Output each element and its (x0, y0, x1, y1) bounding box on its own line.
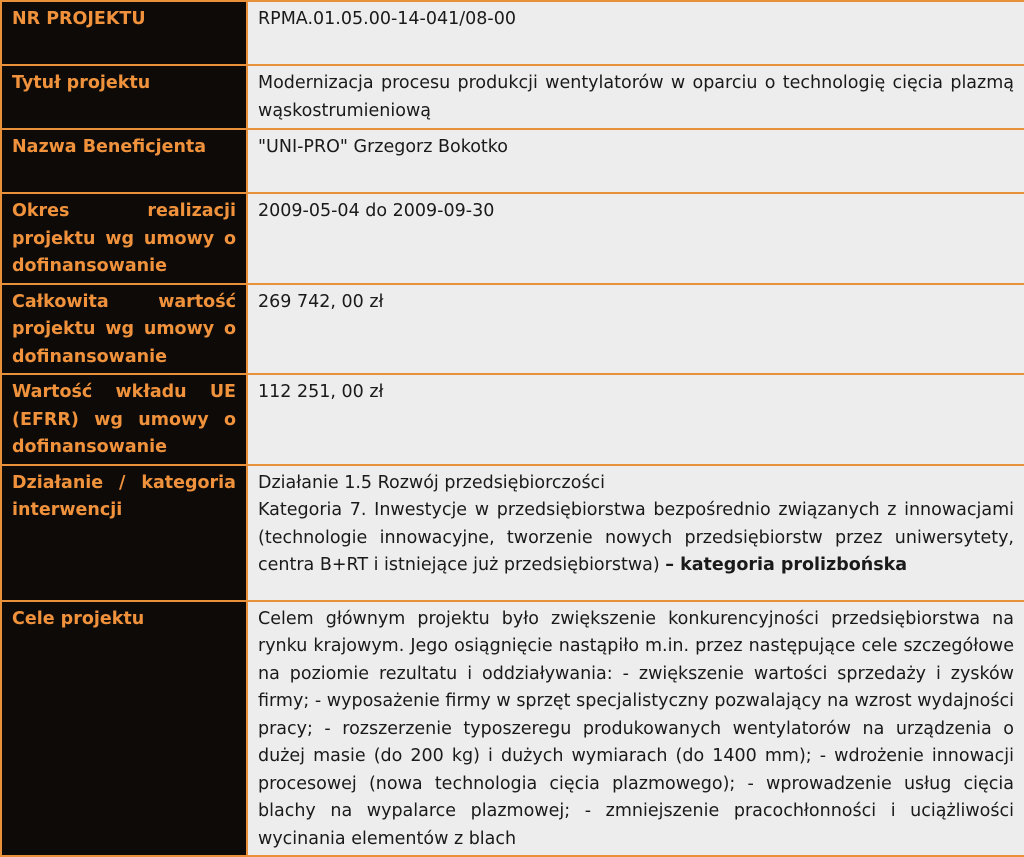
row-label: Działanie / kategoria interwencji (1, 465, 247, 601)
project-number-value: RPMA.01.05.00-14-041/08-00 (247, 1, 1024, 65)
table-row (1, 374, 1024, 465)
row-label: Cele projektu (1, 601, 247, 857)
table-row (1, 465, 1024, 601)
category-bold-text: – kategoria prolizbońska (665, 555, 908, 575)
table-row (1, 284, 1024, 375)
row-label: Nazwa Beneficjenta (1, 129, 247, 193)
total-value: 269 742, 00 zł (247, 284, 1024, 375)
row-label: Wartość wkładu UE (EFRR) wg umowy o dofinansowanie (1, 374, 247, 465)
measure-category-value (247, 465, 1024, 601)
measure-line: Działanie 1.5 Rozwój przedsiębiorczości (258, 472, 606, 493)
row-label: Tytuł projektu (1, 65, 247, 129)
table-row (1, 601, 1024, 857)
beneficiary-value: "UNI-PRO" Grzegorz Bokotko (247, 129, 1024, 193)
row-label: Całkowita wartość projektu wg umowy o dofinansowanie (1, 284, 247, 375)
table-row (1, 193, 1024, 284)
period-value: 2009-05-04 do 2009-09-30 (247, 193, 1024, 284)
category-text: Kategoria 7. Inwestycje w przedsiębiorstwa bezpośrednio związanych z innowacjami (technologie innowacyjne, tworzenie nowych przedsiębiorstw przez uniwersytety, centra B+RT i istniejące już przedsiębiorstwa) (258, 500, 1014, 575)
row-label: Okres realizacji projektu wg umowy o dofinansowanie (1, 193, 247, 284)
row-label: NR PROJEKTU (1, 1, 247, 65)
eu-contribution-value: 112 251, 00 zł (247, 374, 1024, 465)
table-row (1, 129, 1024, 193)
project-title-value: Modernizacja procesu produkcji wentylatorów w oparciu o technologię cięcia plazmą wąskostrumieniową (247, 65, 1024, 129)
table-row (1, 65, 1024, 129)
table-row (1, 1, 1024, 65)
project-goals-value: Celem głównym projektu było zwiększenie konkurencyjności przedsiębiorstwa na rynku krajowym. Jego osiągnięcie nastąpiło m.in. przez następujące cele szczegółowe na poziomie rezultatu i oddziaływania: - zwiększenie wartości sprzedaży i zysków firmy; - wyposażenie firmy w sprzęt specjalistyczny pozwalający na wzrost wydajności pracy; - rozszerzenie typoszeregu produkowanych wentylatorów na urządzenia o dużej masie (do 200 kg) i dużych wymiarach (do 1400 mm); - wdrożenie innowacji procesowej (nowa technologia cięcia plazmowego); - wprowadzenie usług cięcia blachy na wypalarce plazmowej; - zmniejszenie pracochłonności i uciążliwości wycinania elementów z blach (247, 601, 1024, 857)
